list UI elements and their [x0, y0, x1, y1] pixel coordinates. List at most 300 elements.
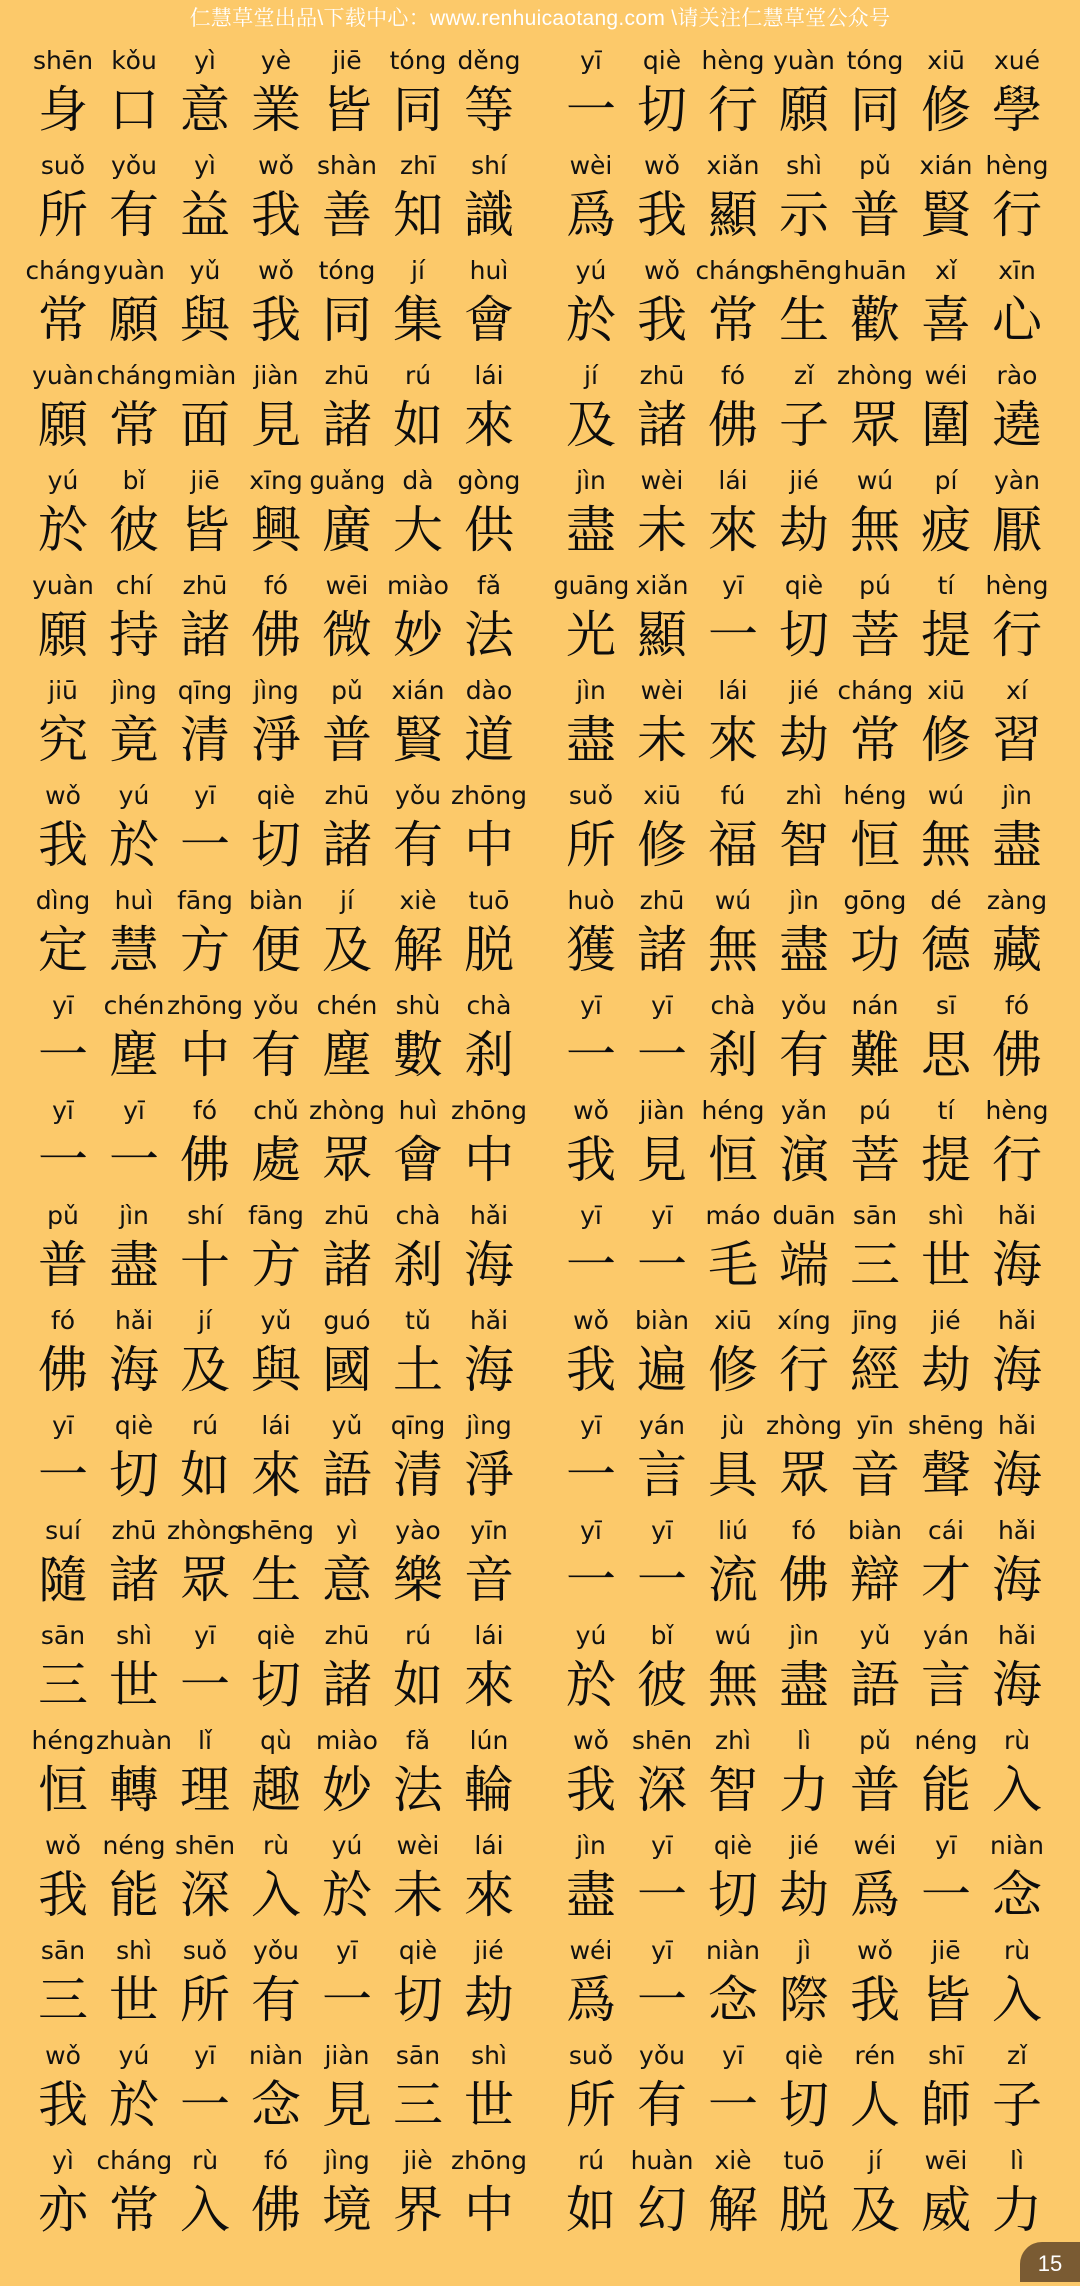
character-unit [982, 458, 1052, 563]
hanzi: 願 [779, 81, 829, 139]
verse-phrase-right [556, 353, 1052, 458]
hanzi: 身 [38, 81, 88, 139]
character-unit [241, 1298, 311, 1403]
hanzi: 數 [393, 1026, 443, 1084]
hanzi: 佛 [992, 1026, 1042, 1084]
character-unit [556, 38, 626, 143]
pinyin: miàn [173, 361, 237, 390]
character-unit [454, 1298, 524, 1403]
pinyin: yǒu [253, 1936, 299, 1965]
pinyin: yī [722, 2041, 744, 2070]
pinyin: jìng [253, 676, 299, 705]
pinyin: zǐ [793, 361, 815, 390]
verse-phrase-left [28, 143, 524, 248]
character-unit [627, 668, 697, 773]
pinyin: suǒ [568, 2041, 614, 2070]
hanzi: 生 [779, 291, 829, 349]
hanzi: 子 [992, 2076, 1042, 2134]
character-unit [312, 773, 382, 878]
character-unit [28, 983, 98, 1088]
verse-phrase-left [28, 878, 524, 983]
verse-phrase-right [556, 1508, 1052, 1613]
hanzi: 能 [921, 1761, 971, 1819]
verse-row [28, 983, 1052, 1088]
character-unit [982, 1403, 1052, 1508]
hanzi: 生 [251, 1551, 301, 1609]
hanzi: 佛 [708, 396, 758, 454]
hanzi: 未 [637, 501, 687, 559]
hanzi: 遶 [992, 396, 1042, 454]
hanzi: 普 [850, 186, 900, 244]
character-unit [312, 1403, 382, 1508]
character-unit [383, 1088, 453, 1193]
character-unit [241, 143, 311, 248]
character-unit [241, 1193, 311, 1298]
hanzi: 知 [393, 186, 443, 244]
hanzi: 皆 [322, 81, 372, 139]
hanzi: 及 [566, 396, 616, 454]
character-unit [383, 878, 453, 983]
character-unit [911, 1088, 981, 1193]
pinyin: jí [340, 886, 354, 915]
pinyin: shēn [631, 1726, 693, 1755]
pinyin: nán [851, 991, 899, 1020]
pinyin: niàn [990, 1831, 1044, 1860]
character-unit [698, 773, 768, 878]
hanzi: 行 [779, 1341, 829, 1399]
hanzi: 於 [38, 501, 88, 559]
character-unit [383, 1613, 453, 1718]
character-unit [241, 38, 311, 143]
hanzi: 幻 [637, 2181, 687, 2239]
character-unit [96, 2138, 172, 2243]
hanzi: 來 [251, 1446, 301, 1504]
pinyin: zhōng [451, 2146, 527, 2175]
pinyin: rù [262, 1831, 290, 1860]
hanzi: 示 [779, 186, 829, 244]
hanzi: 無 [708, 1656, 758, 1714]
character-unit [982, 1823, 1052, 1928]
character-unit [911, 878, 981, 983]
pinyin: yuàn [32, 571, 94, 600]
character-unit [383, 1718, 453, 1823]
hanzi: 顯 [708, 186, 758, 244]
pinyin: tǔ [405, 1306, 431, 1335]
pinyin: shì [116, 1621, 152, 1650]
character-unit [556, 1088, 626, 1193]
pinyin: dà [402, 466, 434, 495]
hanzi: 切 [393, 1971, 443, 2029]
hanzi: 海 [992, 1656, 1042, 1714]
hanzi: 獲 [566, 921, 616, 979]
character-unit [312, 2138, 382, 2243]
pinyin: yuàn [103, 256, 165, 285]
pinyin: xǐ [935, 256, 957, 285]
verse-phrase-right [556, 2138, 1052, 2243]
hanzi: 等 [464, 81, 514, 139]
hanzi: 刹 [393, 1236, 443, 1294]
character-unit [170, 248, 240, 353]
hanzi: 遍 [637, 1341, 687, 1399]
pinyin: jí [868, 2146, 882, 2175]
pinyin: yī [580, 1516, 602, 1545]
hanzi: 彼 [637, 1656, 687, 1714]
pinyin: yú [575, 256, 607, 285]
character-unit [383, 2033, 453, 2138]
hanzi: 及 [180, 1341, 230, 1399]
hanzi: 所 [180, 1971, 230, 2029]
hanzi: 切 [109, 1446, 159, 1504]
pinyin: shì [471, 2041, 507, 2070]
character-unit [309, 1088, 385, 1193]
character-unit [556, 353, 626, 458]
pinyin: qiè [256, 1621, 296, 1650]
character-unit [911, 1718, 981, 1823]
hanzi: 厭 [992, 501, 1042, 559]
character-unit [454, 248, 524, 353]
pinyin: qiè [713, 1831, 753, 1860]
pinyin: pú [859, 571, 891, 600]
hanzi: 佛 [251, 606, 301, 664]
pinyin: hǎi [469, 1306, 509, 1335]
pinyin: qiè [784, 2041, 824, 2070]
hanzi: 修 [637, 816, 687, 874]
character-unit [241, 353, 311, 458]
character-unit [627, 1403, 697, 1508]
hanzi: 善 [322, 186, 372, 244]
pinyin: fó [192, 1096, 218, 1125]
pinyin: yǒu [111, 151, 157, 180]
verse-phrase-right [556, 878, 1052, 983]
hanzi: 諸 [180, 606, 230, 664]
character-unit [627, 878, 697, 983]
pinyin: rú [404, 361, 432, 390]
hanzi: 人 [850, 2076, 900, 2134]
character-unit [698, 1928, 768, 2033]
pinyin: jìn [576, 1831, 606, 1860]
hanzi: 一 [566, 1551, 616, 1609]
pinyin: jìn [789, 886, 819, 915]
pinyin: lái [718, 466, 748, 495]
pinyin: yì [52, 2146, 74, 2175]
pinyin: xiū [643, 781, 681, 810]
hanzi: 海 [992, 1341, 1042, 1399]
character-unit [840, 248, 910, 353]
character-unit [312, 143, 382, 248]
hanzi: 來 [464, 1866, 514, 1924]
pinyin: yǔ [331, 1411, 363, 1440]
character-unit [451, 2138, 527, 2243]
character-unit [840, 1718, 910, 1823]
character-unit [312, 668, 382, 773]
pinyin: pú [859, 1096, 891, 1125]
hanzi: 妙 [322, 1761, 372, 1819]
pinyin: shēng [766, 256, 842, 285]
hanzi: 解 [708, 2181, 758, 2239]
character-unit [698, 878, 768, 983]
pinyin: jìn [1002, 781, 1032, 810]
pinyin: cháng [25, 256, 101, 285]
hanzi: 願 [38, 396, 88, 454]
character-unit [769, 668, 839, 773]
pinyin: shī [928, 2041, 964, 2070]
verse-phrase-right [556, 668, 1052, 773]
verse-row [28, 2138, 1052, 2243]
pinyin: hǎi [997, 1306, 1037, 1335]
hanzi: 來 [708, 711, 758, 769]
pinyin: yī [651, 1201, 673, 1230]
hanzi: 修 [921, 711, 971, 769]
verse-row [28, 1823, 1052, 1928]
character-unit [627, 1928, 697, 2033]
hanzi: 如 [393, 1656, 443, 1714]
pinyin: zhōng [451, 781, 527, 810]
character-unit [170, 1718, 240, 1823]
pinyin: rú [191, 1411, 219, 1440]
hanzi: 來 [464, 396, 514, 454]
pinyin: huàn [630, 2146, 694, 2175]
hanzi: 入 [992, 1971, 1042, 2029]
pinyin: lái [474, 1621, 504, 1650]
character-unit [698, 668, 768, 773]
verse-phrase-right [556, 1928, 1052, 2033]
character-unit [99, 773, 169, 878]
pinyin: yī [651, 1831, 673, 1860]
character-unit [383, 248, 453, 353]
pinyin: hèng [985, 1096, 1049, 1125]
pinyin: cháng [695, 256, 771, 285]
hanzi: 三 [850, 1236, 900, 1294]
character-unit [28, 1718, 98, 1823]
pinyin: xiè [399, 886, 437, 915]
pinyin: xíng [777, 1306, 831, 1335]
character-unit [170, 1823, 240, 1928]
hanzi: 我 [850, 1971, 900, 2029]
character-unit [454, 2033, 524, 2138]
hanzi: 爲 [850, 1866, 900, 1924]
character-unit [695, 248, 771, 353]
pinyin: shì [928, 1201, 964, 1230]
hanzi: 盡 [779, 921, 829, 979]
pinyin: yīn [856, 1411, 894, 1440]
character-unit [383, 38, 453, 143]
hanzi: 如 [393, 396, 443, 454]
character-unit [241, 1403, 311, 1508]
pinyin: jié [789, 1831, 819, 1860]
pinyin: jiàn [253, 361, 299, 390]
pinyin: zǐ [1006, 2041, 1028, 2070]
character-unit [698, 353, 768, 458]
character-unit [241, 2033, 311, 2138]
character-unit [99, 458, 169, 563]
pinyin: lái [718, 676, 748, 705]
character-unit [769, 2033, 839, 2138]
pinyin: yú [47, 466, 79, 495]
character-unit [698, 458, 768, 563]
pinyin: fǎ [405, 1726, 431, 1755]
pinyin: hǎi [469, 1201, 509, 1230]
pinyin: zhū [182, 571, 228, 600]
hanzi: 識 [464, 186, 514, 244]
verse-phrase-right [553, 563, 1052, 668]
pinyin: chà [395, 1201, 441, 1230]
character-unit [627, 2033, 697, 2138]
verse-row [28, 353, 1052, 458]
hanzi: 未 [393, 1866, 443, 1924]
character-unit [769, 1928, 839, 2033]
hanzi: 大 [393, 501, 443, 559]
hanzi: 世 [109, 1971, 159, 2029]
hanzi: 會 [393, 1131, 443, 1189]
pinyin: tuō [468, 886, 510, 915]
hanzi: 深 [637, 1761, 687, 1819]
character-unit [99, 1403, 169, 1508]
pinyin: xiū [927, 46, 965, 75]
pinyin: yuàn [773, 46, 835, 75]
character-unit [312, 878, 382, 983]
character-unit [383, 353, 453, 458]
hanzi: 習 [992, 711, 1042, 769]
verse-phrase-left [28, 2033, 524, 2138]
hanzi: 妙 [393, 606, 443, 664]
pinyin: yī [123, 1096, 145, 1125]
hanzi: 方 [180, 921, 230, 979]
hanzi: 一 [637, 1866, 687, 1924]
hanzi: 盡 [992, 816, 1042, 874]
pinyin: tóng [846, 46, 904, 75]
verse-phrase-right [556, 1823, 1052, 1928]
character-unit [840, 1193, 910, 1298]
verse-phrase-right [556, 1613, 1052, 1718]
character-unit [454, 563, 524, 668]
hanzi: 劫 [921, 1341, 971, 1399]
verse-phrase-left [28, 1928, 524, 2033]
hanzi: 海 [464, 1341, 514, 1399]
pinyin: lǐ [198, 1726, 212, 1755]
character-unit [238, 1508, 314, 1613]
hanzi: 賢 [393, 711, 443, 769]
character-unit [627, 1718, 697, 1823]
character-unit [28, 143, 98, 248]
character-unit [312, 1613, 382, 1718]
pinyin: sān [395, 2041, 441, 2070]
hanzi: 行 [992, 606, 1042, 664]
character-unit [911, 1193, 981, 1298]
hanzi: 恒 [38, 1761, 88, 1819]
character-unit [451, 1088, 527, 1193]
hanzi: 入 [180, 2181, 230, 2239]
hanzi: 慧 [109, 921, 159, 979]
character-unit [28, 353, 98, 458]
pinyin: jí [411, 256, 425, 285]
character-unit [99, 1823, 169, 1928]
pinyin: shēn [32, 46, 94, 75]
pinyin: xiū [927, 676, 965, 705]
pinyin: fó [791, 1516, 817, 1545]
hanzi: 微 [322, 606, 372, 664]
verse-phrase-right [556, 1718, 1052, 1823]
pinyin: chén [103, 991, 165, 1020]
character-unit [454, 38, 524, 143]
hanzi: 益 [180, 186, 230, 244]
character-unit [840, 773, 910, 878]
character-unit [241, 248, 311, 353]
hanzi: 入 [992, 1761, 1042, 1819]
hanzi: 世 [464, 2076, 514, 2134]
hanzi: 方 [251, 1236, 301, 1294]
pinyin: wèi [640, 676, 684, 705]
character-unit [627, 983, 697, 1088]
verse-row [28, 1613, 1052, 1718]
hanzi: 有 [251, 1971, 301, 2029]
character-unit [99, 248, 169, 353]
character-unit [99, 1613, 169, 1718]
pinyin: huì [398, 1096, 438, 1125]
character-unit [627, 1508, 697, 1613]
character-unit [837, 668, 913, 773]
pinyin: lì [1010, 2146, 1024, 2175]
character-unit [383, 143, 453, 248]
pinyin: jìn [576, 466, 606, 495]
pinyin: niàn [706, 1936, 760, 1965]
character-unit [312, 983, 382, 1088]
pinyin: rù [1003, 1726, 1031, 1755]
character-unit [167, 983, 243, 1088]
hanzi: 爲 [566, 1971, 616, 2029]
pinyin: wǒ [857, 1936, 893, 1965]
character-unit [454, 983, 524, 1088]
pinyin: guāng [553, 571, 629, 600]
pinyin: zhū [324, 1201, 370, 1230]
verse-row [28, 1403, 1052, 1508]
character-unit [312, 1508, 382, 1613]
pinyin: xián [919, 151, 973, 180]
character-unit [911, 38, 981, 143]
hanzi: 音 [850, 1446, 900, 1504]
pinyin: cái [927, 1516, 964, 1545]
character-unit [556, 1403, 626, 1508]
pinyin: jié [789, 466, 819, 495]
hanzi: 劫 [779, 501, 829, 559]
pinyin: yào [395, 1516, 441, 1545]
hanzi: 有 [637, 2076, 687, 2134]
character-unit [99, 878, 169, 983]
character-unit [698, 1613, 768, 1718]
pinyin: lái [474, 1831, 504, 1860]
character-unit [556, 983, 626, 1088]
pinyin: xí [1006, 676, 1028, 705]
hanzi: 佛 [180, 1131, 230, 1189]
pinyin: wú [714, 1621, 752, 1650]
pinyin: yī [52, 991, 74, 1020]
hanzi: 賢 [921, 186, 971, 244]
character-unit [241, 773, 311, 878]
pinyin: dào [465, 676, 513, 705]
hanzi: 圍 [921, 396, 971, 454]
pinyin: wēi [924, 2146, 968, 2175]
hanzi: 與 [180, 291, 230, 349]
character-unit [556, 458, 626, 563]
character-unit [627, 1823, 697, 1928]
character-unit [982, 143, 1052, 248]
character-unit [627, 2138, 697, 2243]
pinyin: fāng [248, 1201, 304, 1230]
character-unit [454, 1823, 524, 1928]
pinyin: héng [843, 781, 907, 810]
pinyin: máo [705, 1201, 761, 1230]
character-unit [28, 1928, 98, 2033]
character-unit [769, 1088, 839, 1193]
